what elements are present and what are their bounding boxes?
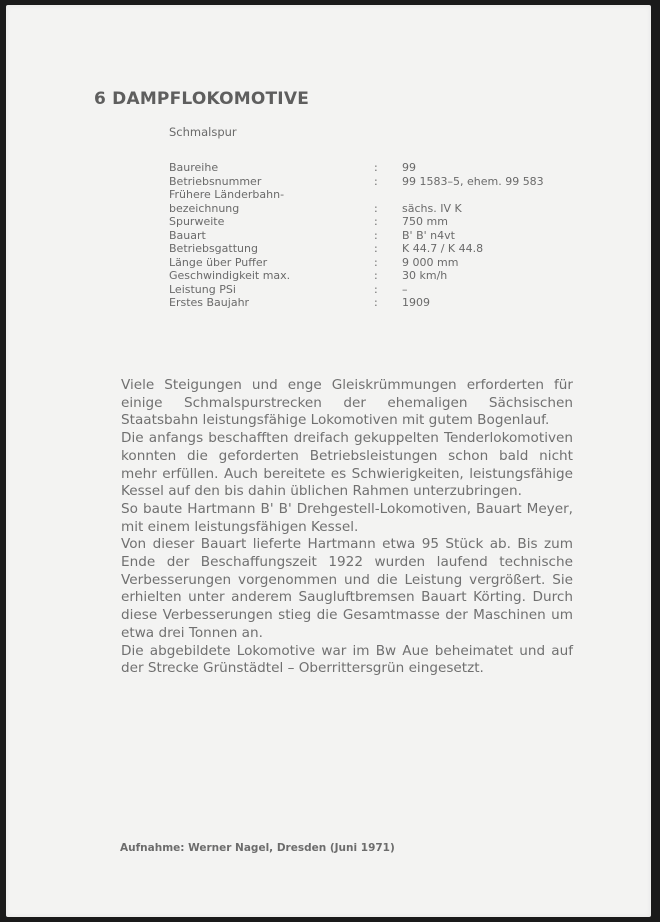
spec-colon: : — [374, 174, 378, 188]
spec-colon-empty — [374, 188, 402, 202]
description-text — [121, 377, 573, 678]
spec-value: 1909 — [402, 296, 430, 309]
spec-value: 750 mm — [402, 215, 448, 228]
spec-row — [169, 229, 599, 243]
spec-label: Betriebsgattung — [169, 242, 258, 255]
spec-row — [169, 202, 599, 216]
spec-colon: : — [374, 242, 378, 255]
spec-row — [169, 283, 599, 297]
spec-colon: : — [374, 296, 378, 309]
spec-colon: : — [374, 201, 378, 215]
spec-value: 30 km/h — [402, 269, 448, 282]
page-title: 6 DAMPFLOKOMOTIVE — [94, 89, 310, 109]
spec-row — [169, 296, 599, 310]
spec-row — [169, 161, 599, 175]
spec-value: – — [402, 282, 408, 296]
spec-value — [402, 188, 599, 202]
spec-label: Leistung PSi — [169, 282, 236, 296]
spec-value: B' B' n4vt — [402, 228, 455, 242]
spec-colon: : — [374, 282, 378, 296]
photo-credit: Aufnahme: Werner Nagel, Dresden (Juni 1971) — [120, 842, 395, 854]
spec-colon: : — [374, 269, 378, 282]
spec-colon: : — [374, 255, 378, 269]
spec-value: 99 — [402, 161, 416, 174]
spec-label: Bauart — [169, 228, 206, 242]
subtitle: Schmalspur — [169, 125, 237, 139]
spec-row — [169, 175, 599, 189]
spec-colon: : — [374, 228, 378, 242]
spec-label: Geschwindigkeit max. — [169, 269, 291, 282]
spec-label: Baureihe — [169, 161, 219, 174]
spec-value: 99 1583–5, ehem. 99 583 — [402, 174, 544, 188]
spec-colon: : — [374, 215, 378, 228]
spec-label: Erstes Baujahr — [169, 296, 250, 309]
paragraph: Die abgebildete Lokomotive war im Bw Aue beheimatet und auf der Strecke Grünstädtel – Oberrittersgrün eingesetzt. — [121, 642, 573, 677]
spec-table — [169, 161, 599, 310]
spec-row — [169, 242, 599, 256]
spec-value: 9 000 mm — [402, 255, 459, 269]
spec-label: bezeichnung — [169, 201, 240, 215]
spec-label: Länge über Puffer — [169, 255, 268, 269]
paragraph: Von dieser Bauart lieferte Hartmann etwa 95 Stück ab. Bis zum Ende der Beschaffungszeit 1922 wurden laufend technische Verbesserungen vorgenommen und die Leistung vergrößert. Sie erhielten unter anderem Saugluftbremsen Bauart Körting. Durch diese Verbesserungen stieg die Gesamtmasse der Maschinen um etwa drei Tonnen an. — [121, 536, 573, 641]
spec-label: Frühere Länderbahn- — [169, 188, 285, 201]
spec-value: sächs. IV K — [402, 201, 462, 215]
paragraph: Die anfangs beschafften dreifach gekuppelten Tenderlokomotiven konnten die geforderten Betriebsleistungen schon bald nicht mehr erfüllen. Auch bereitete es Schwierigkeiten, leistungsfähige Kessel auf den bis dahin üblichen Rahmen unterzubringen. — [121, 430, 573, 500]
spec-value: K 44.7 / K 44.8 — [402, 242, 484, 255]
spec-row — [169, 215, 599, 229]
postcard-back — [6, 5, 651, 917]
spec-colon: : — [374, 161, 378, 174]
spec-label: Spurweite — [169, 215, 225, 228]
spec-row — [169, 188, 599, 202]
paragraph: So baute Hartmann B' B' Drehgestell-Lokomotiven, Bauart Meyer, mit einem leistungsfähigen Kessel. — [121, 500, 573, 535]
spec-row — [169, 256, 599, 270]
spec-label: Betriebsnummer — [169, 174, 262, 188]
spec-row — [169, 269, 599, 283]
paragraph: Viele Steigungen und enge Gleiskrümmungen erforderten für einige Schmalspurstrecken der ehemaligen Sächsischen Staatsbahn leistungsfähige Lokomotiven mit gutem Bogenlauf. — [121, 377, 573, 429]
